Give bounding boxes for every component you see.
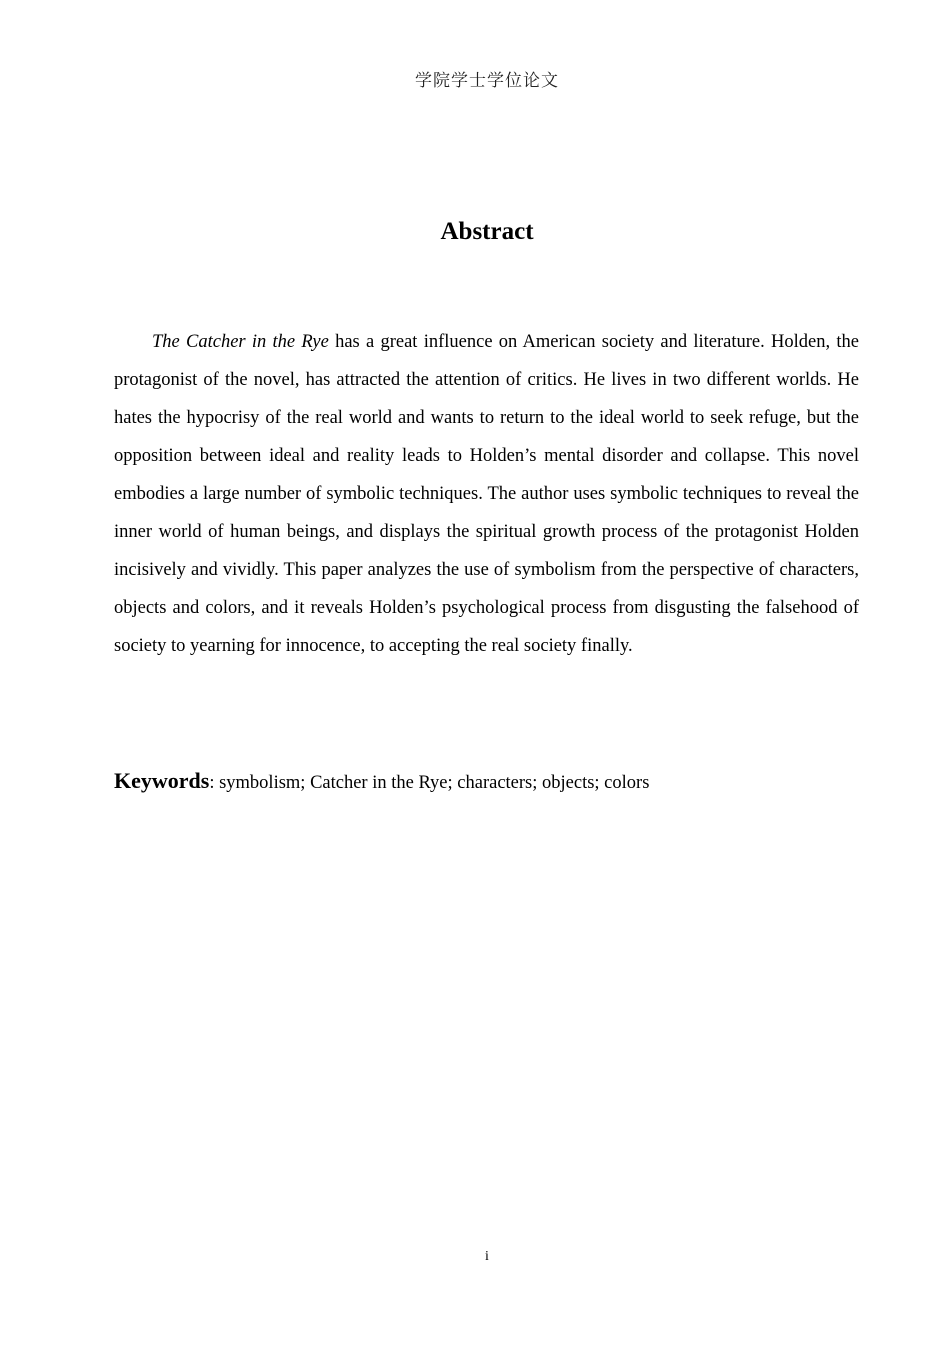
running-header: 学院学士学位论文 <box>415 71 559 91</box>
abstract-heading: Abstract <box>440 218 534 245</box>
abstract-paragraph <box>114 323 859 665</box>
keywords-label: Keywords <box>114 768 210 793</box>
keywords-list: symbolism; Catcher in the Rye; characters; objects; colors <box>219 773 650 793</box>
keywords-separator: : <box>209 773 220 793</box>
keywords-line <box>114 766 859 798</box>
abstract-body-text: has a great influence on American society and literature. Holden, the protagonist of the novel, has attracted the attention of critics. He lives in two different worlds. He hates the hypocrisy of the real world and wants to return to the ideal world to seek refuge, but the opposition between ideal and reality leads to Holden’s mental disorder and collapse. This novel embodies a large number of symbolic techniques. The author uses symbolic techniques to reveal the inner world of human beings, and displays the spiritual growth process of the protagonist Holden incisively and vividly. This paper analyzes the use of symbolism from the perspective of characters, objects and colors, and it reveals Holden’s psychological process from disgusting the falsehood of society to yearning for innocence, to accepting the real society finally. <box>114 332 859 656</box>
book-title: The Catcher in the Rye <box>152 332 329 352</box>
page-number: i <box>485 1249 489 1264</box>
